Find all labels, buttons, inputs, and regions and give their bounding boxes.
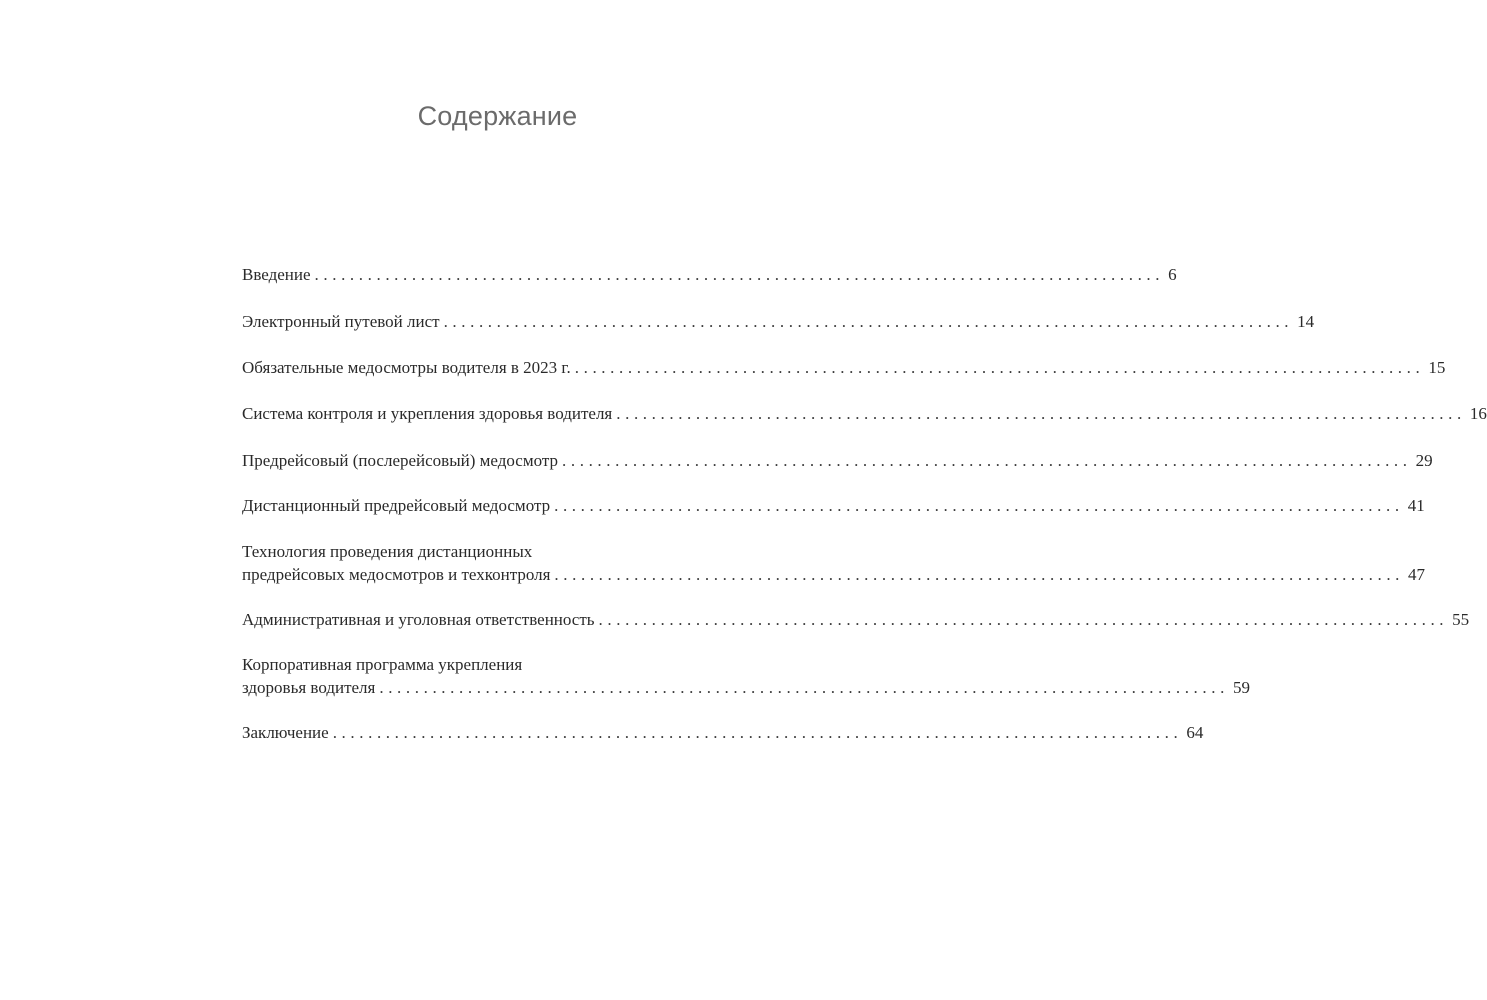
toc-entry-title-line-1: Технология проведения дистанционных xyxy=(242,542,533,561)
toc-entry-mandatory-checkups[interactable] xyxy=(242,356,1446,379)
toc-page-number: 55 xyxy=(1452,610,1470,629)
toc-entry-title: Электронный путевой лист xyxy=(242,312,440,331)
toc-dot-leader: ................................................................................................ xyxy=(616,404,1466,423)
toc-page-number: 16 xyxy=(1469,404,1487,423)
toc-dot-leader: ................................................................................................ xyxy=(314,265,1165,284)
toc-entry-conclusion[interactable] xyxy=(242,721,1204,744)
toc-dot-leader: ................................................................................................ xyxy=(598,610,1449,629)
toc-page-number: 6 xyxy=(1168,265,1177,284)
toc-entry-title: Введение xyxy=(242,265,311,284)
toc-page-number: 64 xyxy=(1186,723,1204,742)
toc-page-number: 41 xyxy=(1407,496,1425,515)
toc-entry-title: Административная и уголовная ответственность xyxy=(242,610,595,629)
toc-entry-introduction[interactable] xyxy=(242,263,1177,286)
toc-entry-pre-trip-checkup[interactable] xyxy=(242,449,1433,472)
toc-entry-title-line-1: Корпоративная программа укрепления xyxy=(242,655,523,674)
toc-entry-title-line-2: предрейсовых медосмотров и техконтроля xyxy=(242,565,551,584)
toc-entry-title: Обязательные медосмотры водителя в 2023 г. xyxy=(242,358,571,377)
toc-dot-leader: ................................................................................................ xyxy=(554,496,1404,515)
toc-entry-liability[interactable] xyxy=(242,608,1470,631)
toc-entry-remote-checkup-technology[interactable] xyxy=(242,540,1426,586)
toc-entry-corporate-program[interactable] xyxy=(242,653,1250,699)
toc-entry-title-line-2: здоровья водителя xyxy=(242,678,376,697)
toc-entry-health-control-system[interactable] xyxy=(242,402,1487,425)
toc-dot-leader: ................................................................................................ xyxy=(574,358,1425,377)
toc-page-number: 59 xyxy=(1232,678,1250,697)
toc-dot-leader: ................................................................................................ xyxy=(443,312,1294,331)
toc-entry-remote-checkup[interactable] xyxy=(242,494,1425,517)
toc-entry-electronic-waybill[interactable] xyxy=(242,310,1315,333)
toc-page-number: 29 xyxy=(1415,451,1433,470)
toc-dot-leader: ................................................................................................ xyxy=(562,451,1412,470)
page-title: Содержание xyxy=(417,101,578,131)
toc-page-number: 14 xyxy=(1297,312,1315,331)
toc-dot-leader: ................................................................................................ xyxy=(554,565,1405,584)
toc-dot-leader: ................................................................................................ xyxy=(379,678,1229,697)
toc-page-number: 15 xyxy=(1428,358,1446,377)
toc-entry-title: Предрейсовый (послерейсовый) медосмотр xyxy=(242,451,559,470)
toc-entry-title: Заключение xyxy=(242,723,329,742)
toc-dot-leader: ................................................................................................ xyxy=(332,723,1183,742)
toc-entry-title: Дистанционный предрейсовый медосмотр xyxy=(242,496,551,515)
toc-page-number: 47 xyxy=(1408,565,1426,584)
toc-entry-title: Система контроля и укрепления здоровья водителя xyxy=(242,404,613,423)
